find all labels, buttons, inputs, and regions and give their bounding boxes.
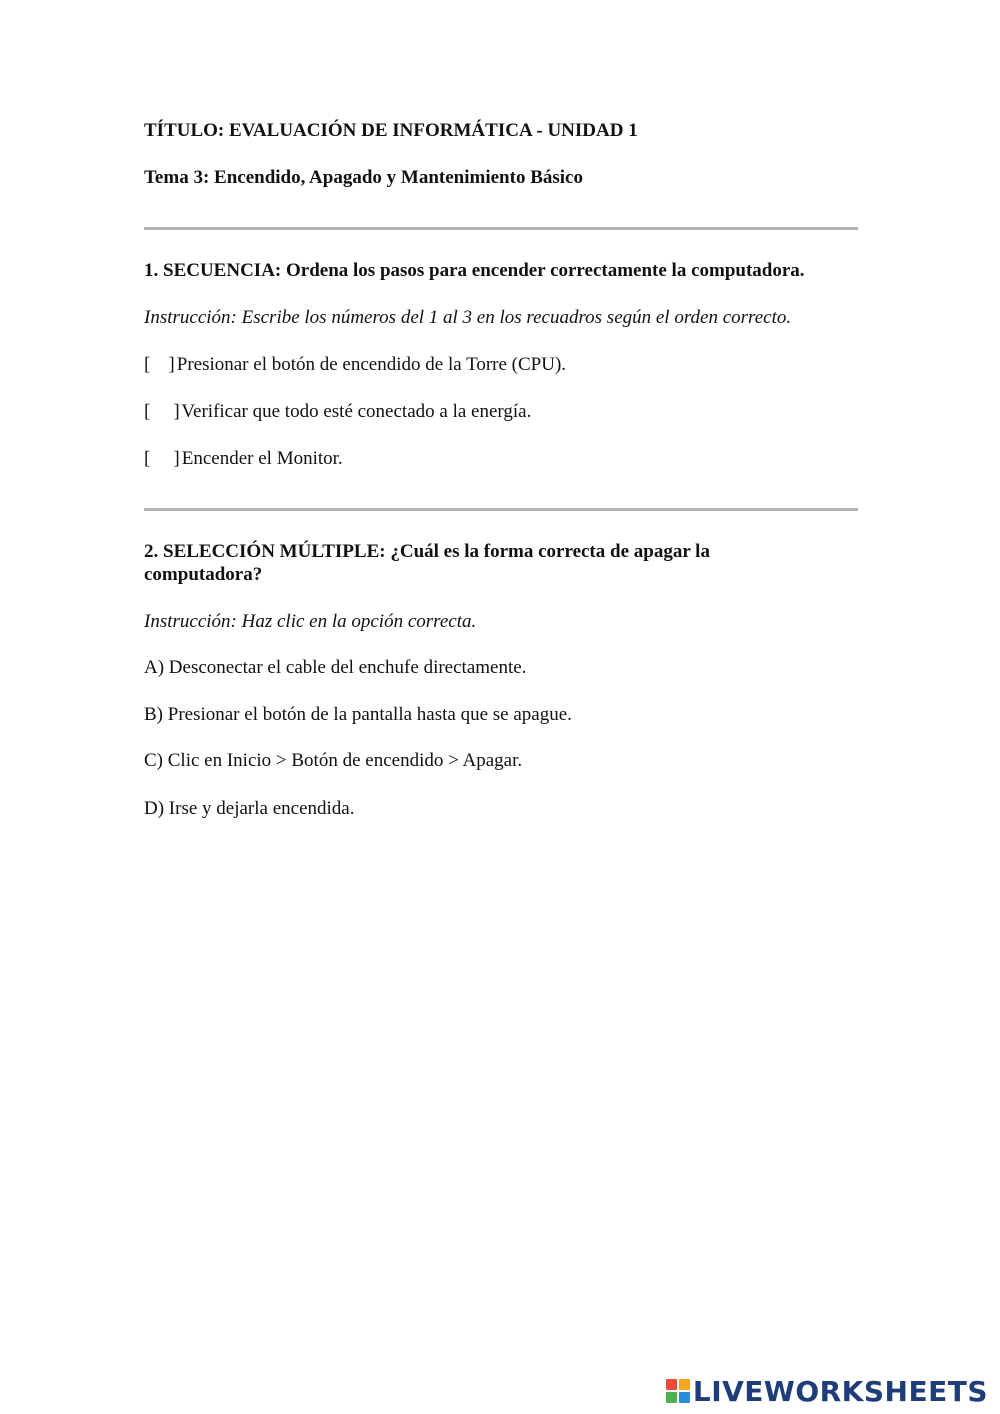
logo-mark-icon — [666, 1379, 690, 1403]
sequence-item — [144, 353, 566, 376]
divider — [144, 508, 858, 511]
sequence-item-label: Presionar el botón de encendido de la Torre (CPU). — [176, 354, 567, 375]
option-d[interactable]: D) Irse y dejarla encendida. — [144, 798, 355, 819]
logo-tile — [666, 1392, 677, 1403]
section1-heading: 1. SECUENCIA: Ordena los pasos para encender correctamente la computadora. — [144, 260, 805, 281]
liveworksheets-logo — [666, 1376, 988, 1406]
page-title: TÍTULO: EVALUACIÓN DE INFORMÁTICA - UNIDAD 1 — [144, 120, 638, 141]
order-input-box[interactable]: [ ] — [144, 354, 175, 375]
sequence-item — [144, 447, 343, 470]
logo-tile — [666, 1379, 677, 1390]
option-b[interactable]: B) Presionar el botón de la pantalla hasta que se apague. — [144, 704, 572, 725]
logo-text: LIVEWORKSHEETS — [692, 1374, 988, 1408]
sequence-item-label: Encender el Monitor. — [181, 448, 343, 469]
order-input-box[interactable]: [ ] — [144, 401, 180, 422]
option-c[interactable]: C) Clic en Inicio > Botón de encendido > Apagar. — [144, 750, 523, 771]
section1-instruction: Instrucción: Escribe los números del 1 al 3 en los recuadros según el orden correcto. — [144, 307, 792, 328]
section2-heading: 2. SELECCIÓN MÚLTIPLE: ¿Cuál es la forma correcta de apagar la computadora? — [144, 541, 710, 585]
sequence-item-label: Verificar que todo esté conectado a la energía. — [181, 401, 532, 422]
divider — [144, 227, 858, 230]
section2-instruction: Instrucción: Haz clic en la opción correcta. — [144, 611, 477, 632]
page-subtitle: Tema 3: Encendido, Apagado y Mantenimiento Básico — [144, 167, 583, 188]
sequence-item — [144, 400, 531, 423]
logo-tile — [679, 1379, 690, 1390]
logo-tile — [679, 1392, 690, 1403]
option-a[interactable]: A) Desconectar el cable del enchufe directamente. — [144, 657, 527, 678]
order-input-box[interactable]: [ ] — [144, 448, 180, 469]
